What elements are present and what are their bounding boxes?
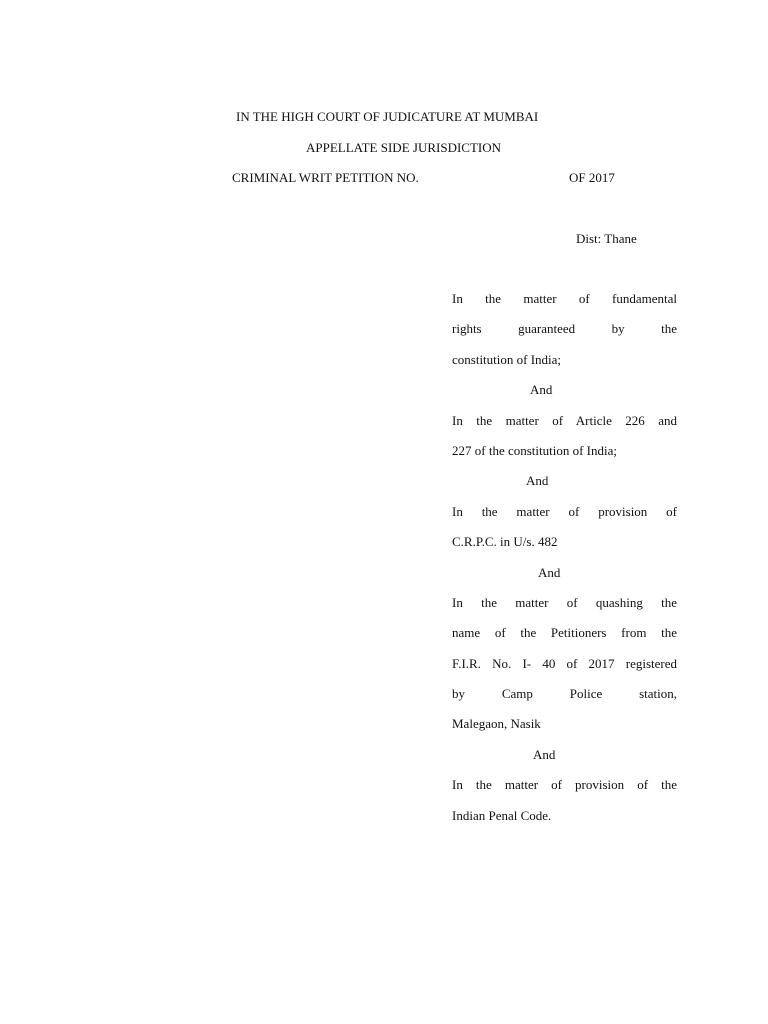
petition-year: OF 2017 (569, 170, 615, 185)
matter-line: C.R.P.C. in U/s. 482 (452, 534, 558, 550)
matter-line: In the matter of provision of the (452, 777, 677, 793)
court-title: IN THE HIGH COURT OF JUDICATURE AT MUMBAI (236, 109, 539, 124)
matter-line: Malegaon, Nasik (452, 716, 541, 732)
matter-line: by Camp Police station, (452, 686, 677, 702)
matter-line: In the matter of Article 226 and (452, 412, 677, 428)
and-separator: And (526, 473, 549, 489)
matter-line: In the matter of provision of (452, 503, 677, 519)
matter-line: rights guaranteed by the (452, 321, 677, 337)
matter-line: 227 of the constitution of India; (452, 442, 618, 458)
matter-line: F.I.R. No. I- 40 of 2017 registered (452, 655, 677, 671)
matter-line: In the matter of quashing the (452, 594, 677, 610)
matter-line: name of the Petitioners from the (452, 625, 677, 641)
jurisdiction-heading: APPELLATE SIDE JURISDICTION (306, 140, 501, 155)
matter-line: In the matter of fundamental (452, 291, 677, 306)
and-separator: And (530, 382, 553, 398)
matter-line: Indian Penal Code. (452, 807, 552, 823)
and-separator: And (538, 564, 561, 580)
and-separator: And (533, 746, 556, 762)
district-label: Dist: Thane (576, 231, 637, 246)
matters-block (452, 291, 677, 838)
petition-number-label: CRIMINAL WRIT PETITION NO. (232, 170, 419, 185)
matter-line: constitution of India; (452, 351, 562, 367)
